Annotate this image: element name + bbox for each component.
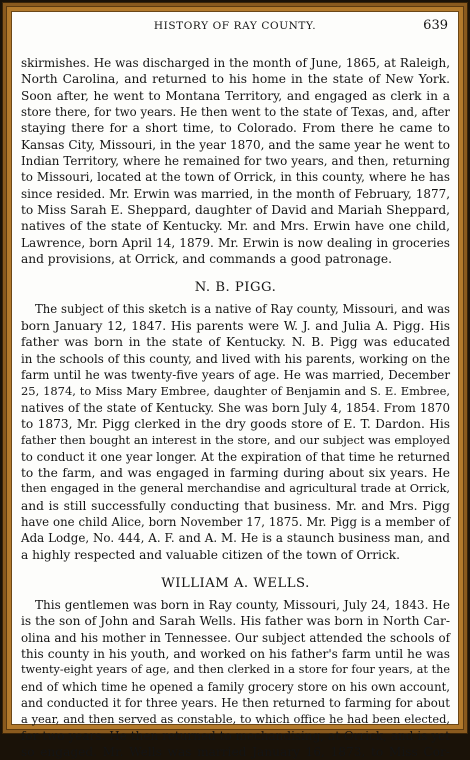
text-line: Ada Lodge, No. 444, A. F. and A. M. He is a staunch business man, and: [21, 531, 450, 546]
pigg-section: [21, 275, 450, 563]
text-line: to 1873, Mr. Pigg clerked in the dry goods store of E. T. Dardon. His: [21, 416, 450, 431]
text-line: born January 12, 1847. His parents were W. J. and Julia A. Pigg. His: [21, 318, 450, 333]
text-line: olina and his mother in Tennessee. Our subject attended the schools of: [21, 630, 450, 645]
running-header: [12, 20, 458, 34]
text-line: to Miss Sarah E. Sheppard, daughter of David and Mariah Sheppard,: [21, 203, 450, 218]
text-line: store there, for two years. He then went to the state of Texas, and, after: [21, 105, 450, 120]
text-line: This gentlemen was born in Ray county, Missouri, July 24, 1843. He: [35, 597, 450, 612]
text-line: Lawrence, born April 14, 1879. Mr. Erwin is now dealing in groceries: [21, 235, 450, 250]
text-line: and provisions, at Orrick, and commands a good patronage.: [21, 252, 392, 267]
text-line: to conduct it one year longer. At the expiration of that time he returned: [21, 449, 450, 464]
text-line: a highly respected and valuable citizen of the town of Orrick.: [21, 547, 401, 562]
body-text: [21, 55, 450, 760]
page-number: 639: [423, 18, 448, 33]
text-line: to the farm, and was engaged in farming during about six years. He: [21, 465, 450, 480]
text-line: father then bought an interest in the store, and our subject was employed: [21, 433, 450, 448]
text-line: Soon after, he went to Montana Territory, and engaged as clerk in a: [21, 88, 450, 103]
text-line: natives of the state of Kentucky. She was born July 4, 1854. From 1870: [21, 400, 450, 415]
text-line: twenty-eight years of age, and then clerked in a store for four years, at the: [21, 663, 450, 677]
text-line: a year, and then served as constable, to which office he had been elected,: [21, 712, 450, 727]
text-line: and is still successfully conducting that business. Mr. and Mrs. Pigg: [21, 498, 450, 513]
text-line: then engaged in the general merchandise and agricultural trade at Orrick,: [21, 482, 450, 496]
text-line: staying there for a short time, to Colorado. From there he came to: [21, 121, 450, 136]
running-title: HISTORY OF RAY COUNTY.: [153, 20, 317, 32]
section-gap: [21, 267, 450, 275]
section-heading-pigg: N. B. PIGG.: [194, 280, 277, 296]
text-line: to Missouri, located at the town of Orrick, in this county, where he has: [21, 170, 450, 185]
text-line: The subject of this sketch is a native of Ray county, Missouri, and was: [35, 302, 450, 317]
text-line: natives of the state of Kentucky. Mr. and Mrs. Erwin have one child,: [21, 219, 450, 234]
text-line: and conducted it for three years. He then returned to farming for about: [21, 696, 450, 711]
text-line: end of which time he opened a family grocery store on his own account,: [21, 679, 450, 694]
section-heading-wells: WILLIAM A. WELLS.: [161, 575, 310, 591]
text-line: Indian Territory, where he remained for two years, and then, returning: [21, 154, 450, 169]
text-line: so engaged. Mr. Wells was married January 16, 1873, to Miss Cor-: [21, 745, 450, 760]
text-line: 25, 1874, to Miss Mary Embree, daughter of Benjamin and S. E. Embree,: [21, 384, 450, 399]
erwin-paragraph: [21, 55, 450, 267]
text-line: in the schools of this county, and lived with his parents, working on the: [21, 351, 450, 366]
text-line: farm until he was twenty-five years of age. He was married, December: [21, 367, 450, 382]
text-line: North Carolina, and returned to his home in the state of New York.: [21, 72, 450, 87]
text-line: have one child Alice, born November 17, 1875. Mr. Pigg is a member of: [21, 514, 450, 529]
text-line: since resided. Mr. Erwin was married, in the month of February, 1877,: [21, 186, 450, 201]
wells-section: [21, 571, 450, 760]
text-line: Kansas City, Missouri, in the year 1870, and the same year he went to: [21, 137, 450, 152]
text-line: this county in his youth, and worked on his father's farm until he was: [21, 647, 450, 661]
section-gap: [21, 563, 450, 571]
text-line: skirmishes. He was discharged in the month of June, 1865, at Raleigh,: [21, 56, 450, 70]
book-page: [11, 11, 459, 760]
text-line: for two years. He then returned to mechandising, at Orrick, and is yet: [21, 728, 450, 743]
text-line: is the son of John and Sarah Wells. His father was born in North Car-: [21, 614, 450, 629]
text-line: father was born in the state of Kentucky. N. B. Pigg was educated: [21, 335, 450, 350]
